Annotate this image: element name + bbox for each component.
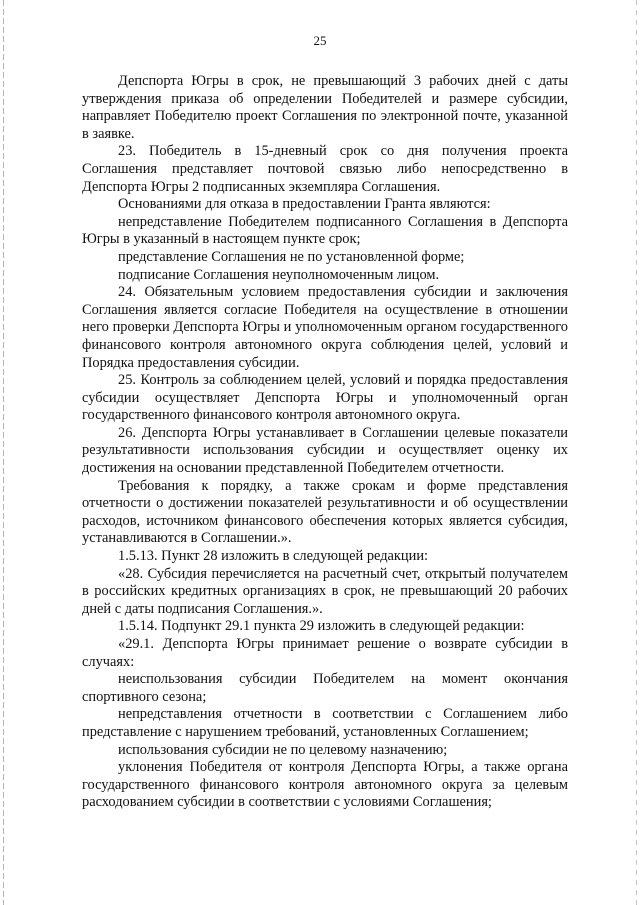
paragraph: 1.5.14. Подпункт 29.1 пункта 29 изложить в следующей редакции:: [118, 618, 525, 635]
scan-right-edge: [636, 0, 637, 905]
paragraph: «28. Субсидия перечисляется на расчетный счет, открытый получателем в российских кредитных организациях в срок, не превышающий 20 рабочих дней с даты подписания Соглашения.».: [82, 565, 568, 617]
paragraph: «29.1. Депспорта Югры принимает решение о возврате субсидии в случаях:: [82, 636, 568, 670]
scan-left-edge: [3, 0, 4, 905]
paragraph: Основаниями для отказа в предоставлении Гранта являются:: [118, 196, 491, 213]
page-number: 25: [313, 33, 327, 48]
paragraph: непредставление Победителем подписанного Соглашения в Депспорта Югры в указанный в настоящем пункте срок;: [82, 213, 568, 248]
paragraph: 24. Обязательным условием предоставления субсидии и заключения Соглашения является согласие Победителя на осуществление в отношении него проверки Депспорта Югры и уполномоченным органом государственного финансового контроля автономного округа соблюдения целей, условий и Порядка предоставления субсидии.: [82, 284, 568, 371]
paragraph: 25. Контроль за соблюдением целей, условий и порядка предоставления субсидии осуществляет Депспорта Югры и уполномоченный орган государственного финансового контроля автономного округа.: [82, 372, 568, 424]
paragraph: подписание Соглашения неуполномоченным лицом.: [118, 266, 440, 283]
paragraph: 1.5.13. Пункт 28 изложить в следующей редакции:: [118, 548, 429, 565]
paragraph: Требования к порядку, а также срокам и форме представления отчетности о достижении показателей результативности и об осуществлении расходов, источником финансового обеспечения которых является субсидия, устанавливаются в Соглашении.».: [82, 477, 568, 547]
paragraph: уклонения Победителя от контроля Депспорта Югры, а также органа государственного финансового контроля автономного округа за целевым расходованием субсидии в соответствии с условиями Соглашения;: [82, 759, 568, 811]
paragraph: Депспорта Югры в срок, не превышающий 3 рабочих дней с даты утверждения приказа об определении Победителей и размере субсидии, направляет Победителю проект Соглашения по электронной почте, указанной в заявке.: [82, 73, 568, 142]
paragraph: 26. Депспорта Югры устанавливает в Соглашении целевые показатели результативности использования субсидии и осуществляет оценку их достижения на основании представленной Победителем отчетности.: [82, 424, 568, 477]
paragraph: представление Соглашения не по установленной форме;: [118, 248, 465, 265]
document-body: [82, 73, 568, 812]
paragraph: 23. Победитель в 15-дневный срок со дня получения проекта Соглашения представляет почтовой связью либо непосредственно в Депспорта Югры 2 подписанных экземпляра Соглашения.: [82, 143, 568, 195]
paragraph: непредставления отчетности в соответствии с Соглашением либо представление с нарушением требований, установленных Соглашением;: [82, 706, 568, 740]
paragraph: использования субсидии не по целевому назначению;: [118, 741, 448, 758]
paragraph: неиспользования субсидии Победителем на момент окончания спортивного сезона;: [82, 671, 568, 705]
